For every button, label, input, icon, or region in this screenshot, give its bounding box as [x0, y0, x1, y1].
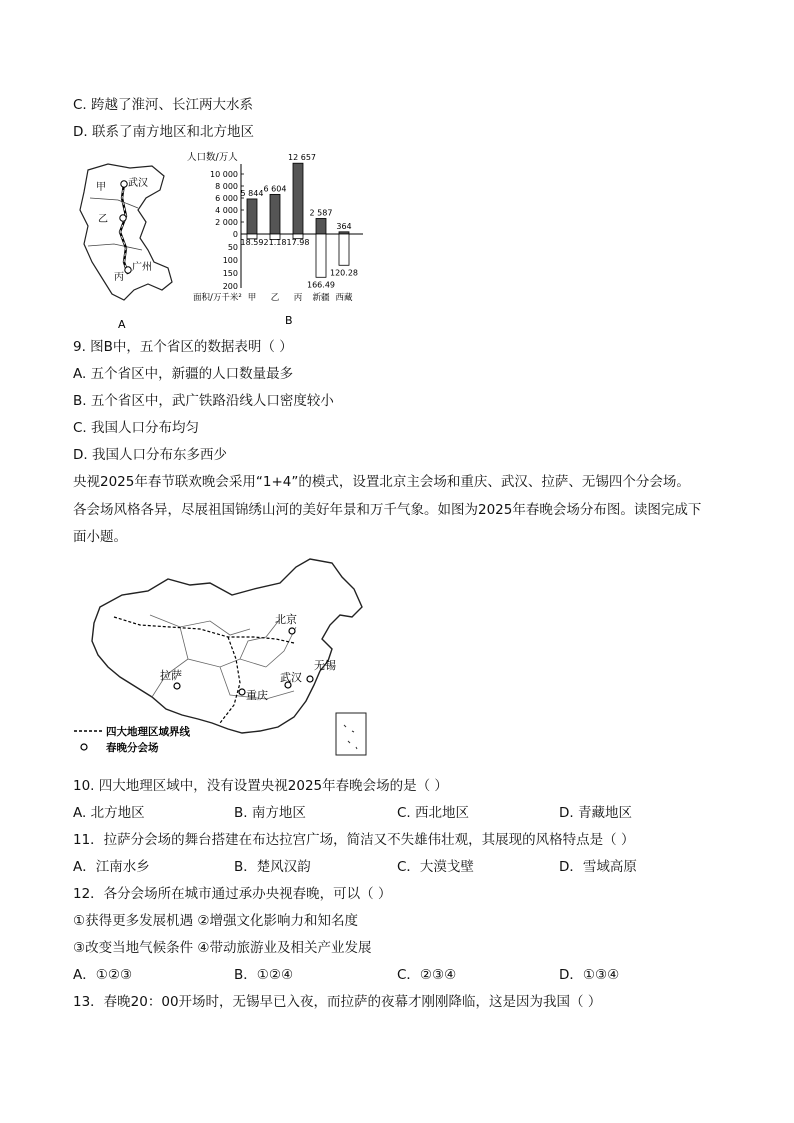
label-wuhan: 武汉 — [280, 671, 302, 684]
label-area-4: 120.28 — [330, 268, 358, 278]
bar-area-3 — [316, 234, 326, 277]
category-label-3: 新疆 — [312, 293, 330, 303]
label-population-2: 12 657 — [288, 153, 316, 163]
label-bing: 丙 — [114, 272, 124, 283]
q12-option-c: C．②③④ — [397, 967, 457, 983]
q11-option-d: D．雪域高原 — [559, 859, 637, 875]
label-population-1: 6 604 — [263, 184, 287, 194]
legend-line-label: 四大地理区域界线 — [106, 726, 190, 738]
bar-population-1 — [270, 194, 280, 234]
province-border-1 — [90, 198, 138, 208]
passage-line-1: 央视2025年春节联欢晚会采用“1+4”的模式，设置北京主会场和重庆、武汉、拉萨、无锡四个分会场。 — [73, 474, 690, 490]
chart-tick-bottom: 100 — [222, 256, 238, 265]
passage-line-3: 面小题。 — [73, 529, 127, 545]
q9-stem: 9. 图B中，五个省区的数据表明（ ） — [73, 339, 293, 355]
q11-option-a: A．江南水乡 — [73, 859, 150, 875]
figure-a-label: A — [118, 318, 126, 331]
south-sea-inset — [336, 713, 366, 755]
category-label-2: 丙 — [293, 293, 303, 303]
category-label-1: 乙 — [270, 293, 280, 303]
label-area-0: 18.59 — [240, 238, 264, 247]
label-beijing: 北京 — [275, 613, 297, 626]
label-population-0: 5 844 — [240, 188, 264, 198]
label-area-3: 166.49 — [307, 280, 335, 290]
q13-stem: 13．春晚20：00开场时，无锡早已入夜，而拉萨的夜幕才刚刚降临，这是因为我国（ ） — [73, 994, 602, 1010]
chart-tick-bottom: 50 — [227, 243, 238, 252]
q10-option-c: C. 西北地区 — [397, 805, 470, 821]
city-chongqing-icon — [239, 689, 245, 695]
legend-dot-icon — [81, 744, 87, 750]
city-wuxi-icon — [307, 676, 313, 682]
q12-stem: 12．各分会场所在城市通过承办央视春晚，可以（ ） — [73, 886, 392, 902]
q11-stem: 11．拉萨分会场的舞台搭建在布达拉宫广场，简洁又不失雄伟壮观，其展现的风格特点是（ ） — [73, 832, 635, 848]
chart-tick-bottom: 200 — [222, 282, 238, 291]
category-label-0: 甲 — [247, 293, 257, 303]
label-wuxi: 无锡 — [314, 659, 336, 672]
label-wuhan: 武汉 — [128, 178, 148, 189]
label-lhasa: 拉萨 — [160, 669, 182, 682]
q10-option-b: B. 南方地区 — [234, 805, 306, 821]
q12-statements-1: ①获得更多发展机遇 ②增强文化影响力和知名度 — [73, 913, 358, 929]
city-beijing-icon — [289, 628, 295, 634]
chart-tick-top: 8 000 — [215, 182, 238, 191]
station-yi-icon — [120, 215, 126, 221]
region-boundary-line — [114, 617, 294, 723]
q9-option-c: C. 我国人口分布均匀 — [73, 420, 200, 436]
category-label-4: 西藏 — [335, 293, 353, 303]
chart-xlabel-area: 面积/万千米² — [193, 293, 242, 303]
label-guangzhou: 广州 — [132, 262, 152, 273]
q9-option-d: D. 我国人口分布东多西少 — [73, 447, 227, 463]
china-outline — [92, 559, 362, 733]
label-jia: 甲 — [96, 182, 106, 193]
q10-option-d: D. 青藏地区 — [559, 805, 632, 821]
label-chongqing: 重庆 — [246, 689, 268, 702]
chart-tick-top: 10 000 — [210, 170, 238, 179]
q9-option-b: B. 五个省区中，武广铁路沿线人口密度较小 — [73, 393, 334, 409]
q12-statements-2: ③改变当地气候条件 ④带动旅游业及相关产业发展 — [73, 940, 372, 956]
station-guangzhou-icon — [125, 267, 131, 273]
bar-area-4 — [339, 234, 349, 265]
q10-stem: 10. 四大地理区域中，没有设置央视2025年春晚会场的是（ ） — [73, 778, 448, 794]
q11-option-c: C．大漠戈壁 — [397, 859, 474, 875]
figure-a-map — [68, 158, 198, 333]
passage-line-2: 各会场风格各异，尽展祖国锦绣山河的美好年景和万千气象。如图为2025年春晚会场分布图。读图完成下 — [73, 502, 702, 518]
city-lhasa-icon — [174, 683, 180, 689]
q11-option-b: B．楚风汉韵 — [234, 859, 311, 875]
chart-tick-bottom: 150 — [222, 269, 238, 278]
chart-tick-top: 2 000 — [215, 218, 238, 227]
label-population-3: 2 587 — [309, 208, 333, 218]
figure-b-label: B — [285, 314, 293, 327]
legend-dot-label: 春晚分会场 — [106, 742, 159, 754]
label-area-2: 17.98 — [286, 238, 310, 247]
province-border-2 — [88, 244, 142, 250]
q8-option-d: D. 联系了南方地区和北方地区 — [73, 124, 254, 140]
chart-tick-top: 0 — [232, 230, 238, 239]
station-wuhan-icon — [121, 181, 127, 187]
q9-option-a: A. 五个省区中，新疆的人口数量最多 — [73, 366, 294, 382]
q12-option-d: D．①③④ — [559, 967, 620, 983]
q8-option-c: C. 跨越了淮河、长江两大水系 — [73, 97, 254, 113]
province-borders — [150, 615, 296, 699]
label-area-1: 21.18 — [263, 238, 287, 247]
q12-option-b: B．①②④ — [234, 967, 294, 983]
q10-option-a: A. 北方地区 — [73, 805, 145, 821]
bar-population-3 — [316, 218, 326, 234]
bar-population-0 — [247, 199, 257, 234]
q12-option-a: A．①②③ — [73, 967, 133, 983]
bar-population-2 — [293, 163, 303, 234]
china-map — [70, 555, 370, 765]
chart-tick-top: 6 000 — [215, 194, 238, 203]
chart-ylabel-top: 人口数/万人 — [187, 152, 238, 163]
label-population-4: 364 — [336, 221, 352, 231]
chart-tick-top: 4 000 — [215, 206, 238, 215]
label-yi: 乙 — [98, 214, 108, 225]
figure-b-chart — [185, 150, 375, 330]
